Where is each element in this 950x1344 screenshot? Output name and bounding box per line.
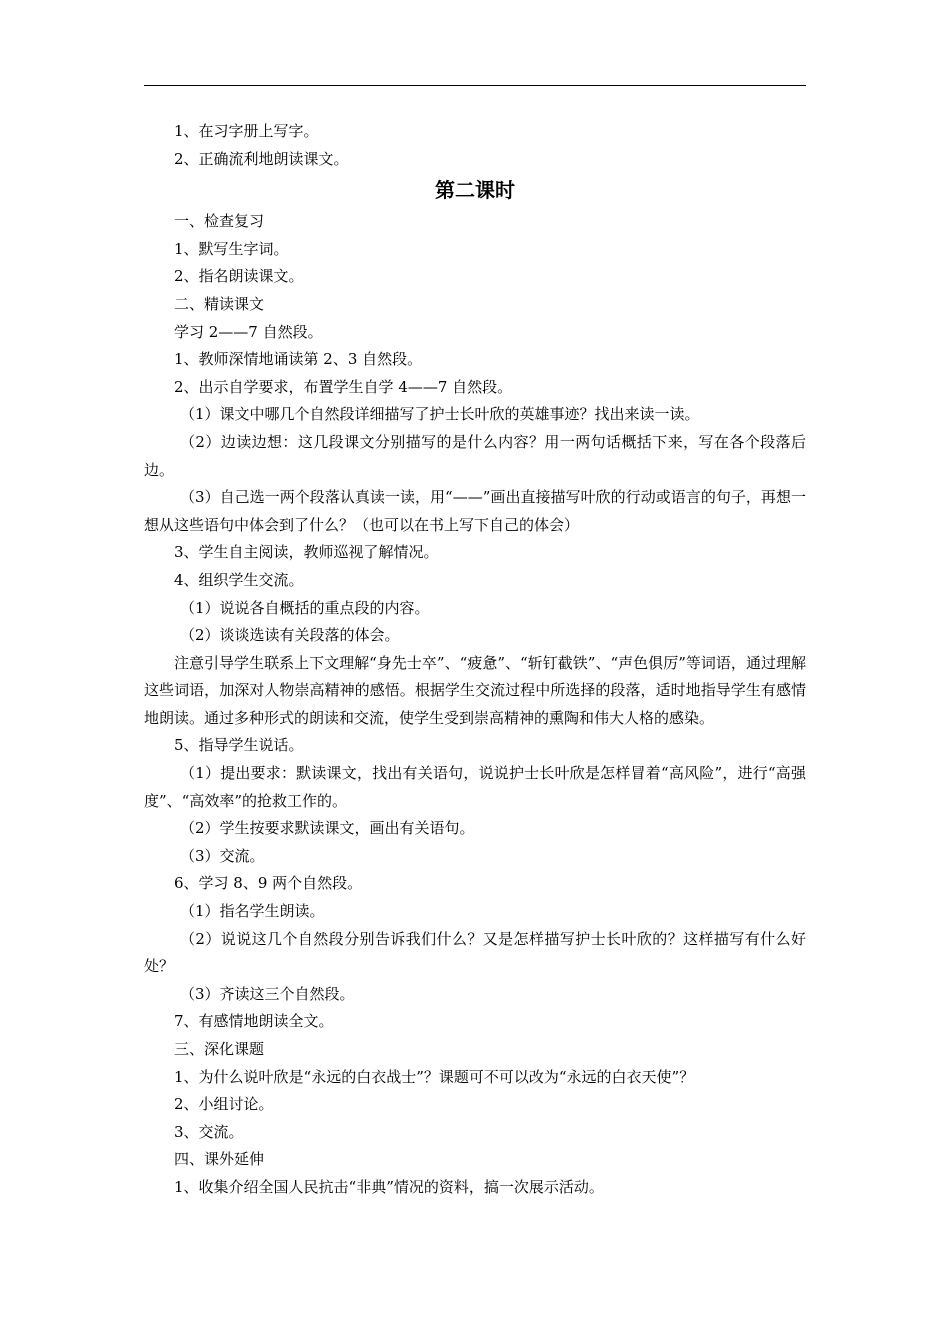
list-item: 2、指名朗读课文。 (174, 267, 304, 286)
list-item: 7、有感情地朗读全文。 (174, 1012, 334, 1031)
list-item: 4、组织学生交流。 (174, 570, 304, 589)
sub-item: （1）说说各自概括的重点段的内容。 (180, 598, 430, 617)
sub-item: （3）齐读这三个自然段。 (180, 984, 355, 1003)
sub-item: （1）指名学生朗读。 (180, 902, 325, 921)
list-item: 1、收集介绍全国人民抗击“非典”情况的资料，搞一次展示活动。 (174, 1177, 604, 1196)
sub-item: （1）提出要求：默读课文，找出有关语句，说说护士长叶欣是怎样冒着“高风险”，进行“高强度”、“高效率”的抢救工作的。 (144, 764, 806, 810)
heading-extension: 四、课外延伸 (174, 1150, 265, 1169)
list-item: 3、交流。 (174, 1122, 244, 1141)
sub-item: （2）学生按要求默读课文，画出有关语句。 (180, 819, 475, 838)
sub-item: （3）交流。 (180, 846, 265, 865)
list-item: 6、学习 8、9 两个自然段。 (174, 874, 363, 893)
list-item: 2、小组讨论。 (174, 1095, 274, 1114)
sub-item: （1）课文中哪几个自然段详细描写了护士长叶欣的英雄事迹？找出来读一读。 (180, 405, 700, 424)
list-item: 2、出示自学要求，布置学生自学 4——7 自然段。 (174, 377, 513, 396)
sub-item: （2）说说这几个自然段分别告诉我们什么？又是怎样描写护士长叶欣的？这样描写有什么好处？ (144, 929, 806, 976)
list-item: 1、为什么说叶欣是“永远的白衣战士”？课题可不可以改为“永远的白衣天使”？ (174, 1067, 695, 1086)
heading-close-reading: 二、精读课文 (174, 294, 265, 313)
sub-item: （2）边读边想：这几段课文分别描写的是什么内容？用一两句话概括下来，写在各个段落后边。 (144, 432, 806, 479)
list-item: 1、教师深情地诵读第 2、3 自然段。 (174, 350, 423, 369)
list-item: 1、默写生字词。 (174, 239, 289, 258)
list-item: 学习 2——7 自然段。 (174, 322, 323, 341)
paragraph-note: 注意引导学生联系上下文理解“身先士卒”、“疲惫”、“斩钉截铁”、“声色俱厉”等词语，通过理解这些词语，加深对人物崇高精神的感悟。根据学生交流过程中所选择的段落，适时地指导学生有感情地朗读。通过多种形式的朗读和交流，使学生受到崇高精神的熏陶和伟大人格的感染。 (144, 653, 806, 727)
section-title: 第二课时 (435, 178, 515, 203)
sub-item: （2）谈谈选读有关段落的体会。 (180, 626, 400, 645)
list-item: 3、学生自主阅读，教师巡视了解情况。 (174, 543, 439, 562)
pre-item-2: 2、正确流利地朗读课文。 (174, 149, 349, 168)
sub-item: （3）自己选一两个段落认真读一读，用“——”画出直接描写叶欣的行动或语言的句子，再想一想从这些语句中体会到了什么？（也可以在书上写下自己的体会） (144, 488, 806, 534)
heading-review: 一、检查复习 (174, 212, 265, 231)
heading-deepen-topic: 三、深化课题 (174, 1040, 265, 1058)
pre-item-1: 1、在习字册上写字。 (174, 122, 319, 140)
list-item: 5、指导学生说话。 (174, 736, 304, 755)
header-rule (144, 85, 806, 86)
document-body (144, 118, 806, 1202)
